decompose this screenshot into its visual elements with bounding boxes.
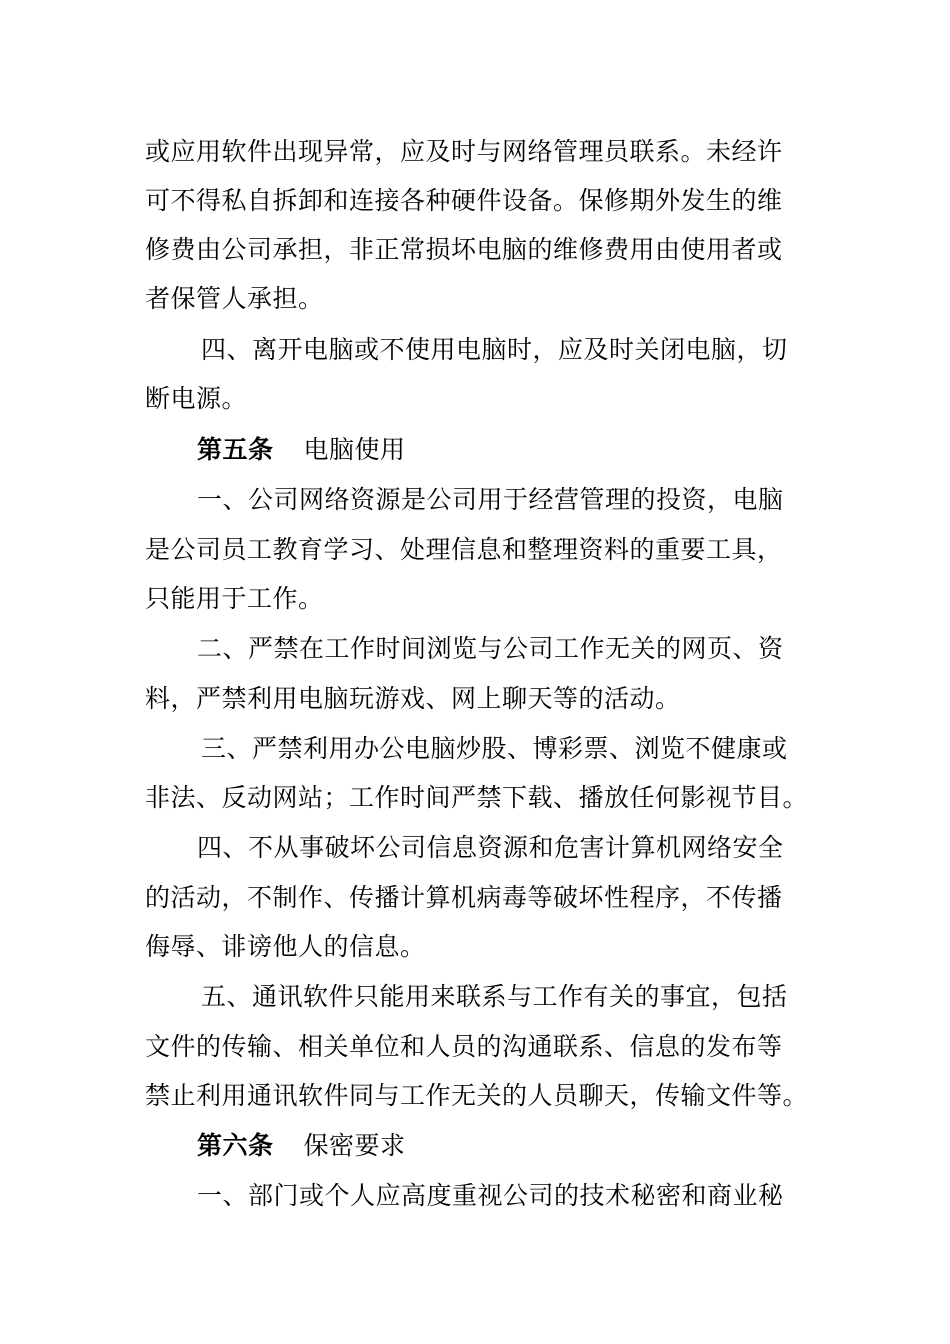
section-title: 保密要求	[303, 1131, 406, 1160]
paragraph-line: 是公司员工教育学习、处理信息和整理资料的重要工具，	[145, 535, 783, 564]
paragraph-line: 文件的传输、相关单位和人员的沟通联系、信息的发布等	[145, 1032, 783, 1061]
paragraph-line: 一、部门或个人应高度重视公司的技术秘密和商业秘	[197, 1181, 784, 1210]
paragraph-line: 禁止利用通讯软件同与工作无关的人员聊天，传输文件等。	[145, 1081, 809, 1110]
paragraph-line: 四、不从事破坏公司信息资源和危害计算机网络安全	[197, 833, 784, 862]
section-heading	[197, 1129, 406, 1163]
section-heading	[197, 433, 406, 467]
paragraph-line: 者保管人承担。	[145, 284, 324, 313]
paragraph-line: 或应用软件出现异常，应及时与网络管理员联系。未经许	[145, 137, 783, 166]
paragraph-line: 一、公司网络资源是公司用于经营管理的投资，电脑	[197, 485, 784, 514]
section-number: 第五条	[197, 435, 274, 464]
paragraph-line: 的活动，不制作、传播计算机病毒等破坏性程序，不传播	[145, 883, 783, 912]
paragraph-line: 四、离开电脑或不使用电脑时，应及时关闭电脑，切	[201, 335, 788, 364]
paragraph-line: 三、严禁利用办公电脑炒股、博彩票、浏览不健康或	[201, 734, 788, 763]
paragraph-line: 五、通讯软件只能用来联系与工作有关的事宜，包括	[201, 982, 788, 1011]
paragraph-line: 断电源。	[145, 384, 248, 413]
section-number: 第六条	[197, 1131, 274, 1160]
paragraph-line: 二、严禁在工作时间浏览与公司工作无关的网页、资	[197, 634, 784, 663]
paragraph-line: 料，严禁利用电脑玩游戏、网上聊天等的活动。	[145, 684, 681, 713]
paragraph-line: 只能用于工作。	[145, 584, 324, 613]
paragraph-line: 修费由公司承担，非正常损坏电脑的维修费用由使用者或	[145, 235, 783, 264]
section-title: 电脑使用	[303, 435, 406, 464]
paragraph-line: 侮辱、诽谤他人的信息。	[145, 932, 426, 961]
paragraph-line: 非法、反动网站；工作时间严禁下载、播放任何影视节目。	[145, 783, 809, 812]
paragraph-line: 可不得私自拆卸和连接各种硬件设备。保修期外发生的维	[145, 186, 783, 215]
